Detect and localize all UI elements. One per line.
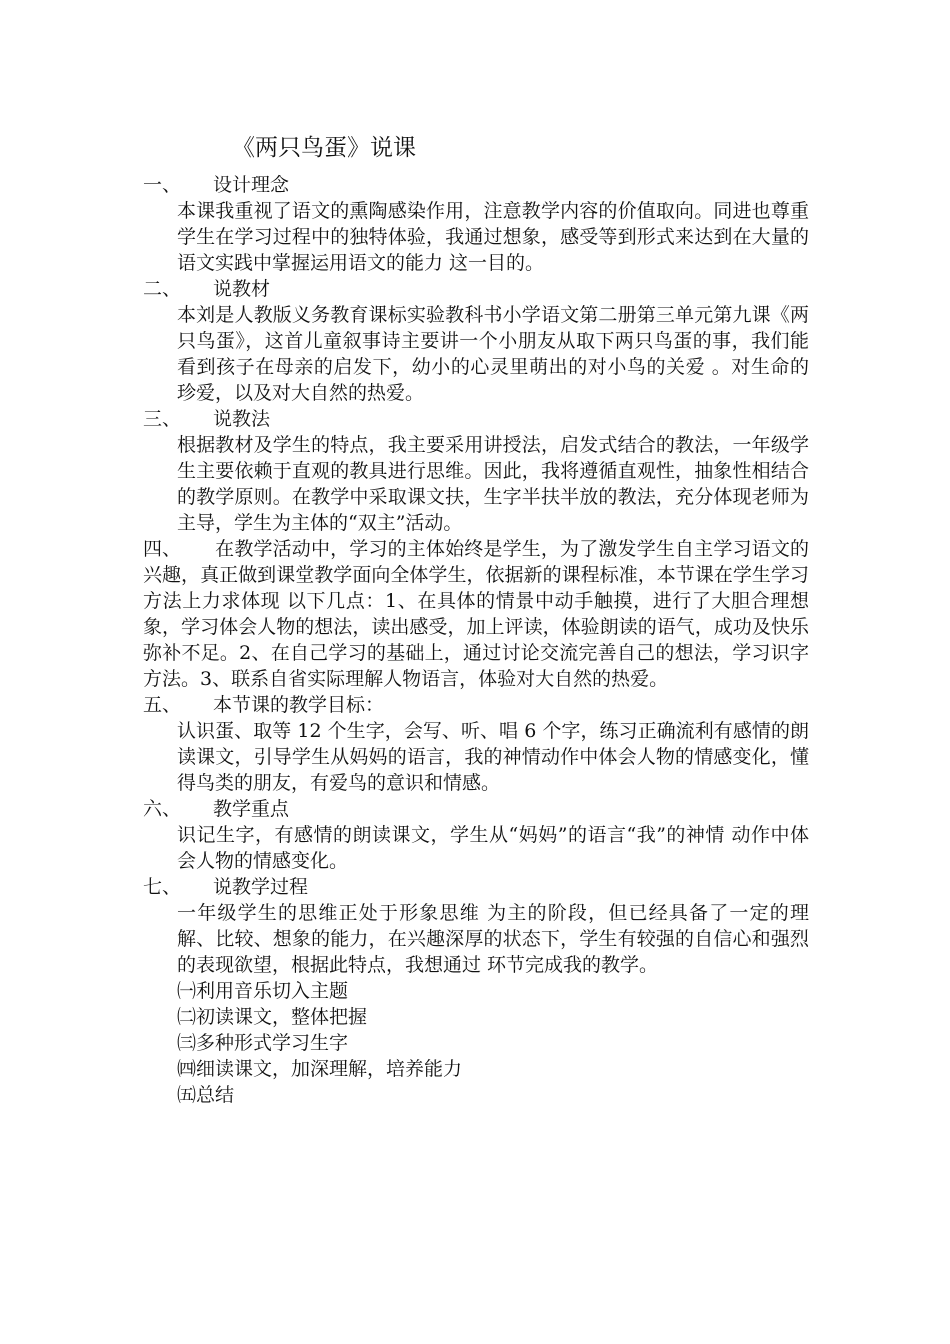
section-teaching-goals (143, 692, 823, 796)
section-key-points (143, 796, 823, 874)
section-learning-method (143, 536, 823, 692)
section-heading (143, 406, 823, 432)
section-number: 七、 (143, 876, 182, 898)
section-heading (143, 172, 823, 198)
section-title: 设计理念 (213, 174, 290, 196)
section-number: 三、 (143, 408, 182, 430)
section-teaching-process (143, 874, 823, 1108)
process-step: ㈢多种形式学习生字 (177, 1032, 349, 1054)
section-number: 六、 (143, 798, 182, 820)
process-step: ㈣细读课文，加深理解，培养能力 (177, 1058, 463, 1080)
section-number: 五、 (143, 694, 182, 716)
document-title: 《两只鸟蛋》说课 (232, 135, 416, 161)
section-title: 教学重点 (213, 798, 290, 820)
section-heading (143, 874, 823, 900)
section-title: 说教法 (213, 408, 271, 430)
section-paragraph: 本刘是人教版义务教育课标实验教科书小学语文第二册第三单元第九课《两只鸟蛋》，这首儿童叙事诗主要讲一个小朋友从取下两只鸟蛋的事，我们能看到孩子在母亲的启发下，幼小的心灵里萌出的对小鸟的关爱 。对生命的珍爱，以及对大自然的热爱。 (177, 304, 809, 404)
section-number: 四、 (143, 538, 182, 560)
section-heading (143, 796, 823, 822)
section-textbook (143, 276, 823, 406)
section-paragraph (143, 536, 809, 692)
section-paragraph: 一年级学生的思维正处于形象思维 为主的阶段，但已经具备了一定的理解、比较、想象的能力，在兴趣深厚的状态下，学生有较强的自信心和强烈的表现欲望，根据此特点，我想通过 环节完成我的教学。 (177, 902, 809, 976)
section-title: 本节课的教学目标： (213, 694, 385, 716)
section-heading (143, 276, 823, 302)
process-step: ㈤总结 (177, 1084, 235, 1106)
section-number: 一、 (143, 174, 182, 196)
section-title: 说教学过程 (213, 876, 309, 898)
section-paragraph: 认识蛋、取等 12 个生字，会写、听、唱 6 个字，练习正确流利有感情的朗读课文，引导学生从妈妈的语言，我的神情动作中体会人物的情感变化，懂得鸟类的朋友，有爱鸟的意识和情感。 (177, 720, 809, 794)
section-paragraph: 本课我重视了语文的熏陶感染作用，注意教学内容的价值取向。同进也尊重学生在学习过程中的独特体验，我通过想象，感受等到形式来达到在大量的语文实践中掌握运用语文的能力 这一目的。 (177, 200, 809, 274)
document-body (143, 172, 823, 1108)
process-step: ㈡初读课文，整体把握 (177, 1006, 368, 1028)
section-teaching-method (143, 406, 823, 536)
section-paragraph: 识记生字，有感情的朗读课文，学生从“妈妈”的语言“我”的神情 动作中体会人物的情感变化。 (177, 824, 809, 872)
section-title: 说教材 (213, 278, 271, 300)
section-inline-text: 在教学活动中，学习的主体始终是学生，为了激发学生自主学习语文的兴趣，真正做到课堂教学面向全体学生，依据新的课程标准，本节课在学生学习方法上力求体现 以下几点：1、在具体的情景中动手触摸，进行了大胆合理想象，学习体会人物的想法，读出感受，加上评读，体验朗读的语气，成功及快乐弥补不足。2、在自己学习的基础上，通过讨论交流完善自己的想法，学习识字方法。3、联系自省实际理解人物语言，体验对大自然的热爱。 (143, 538, 809, 690)
process-step: ㈠利用音乐切入主题 (177, 980, 349, 1002)
section-heading (143, 692, 823, 718)
section-paragraph: 根据教材及学生的特点，我主要采用讲授法，启发式结合的教法，一年级学生主要依赖于直观的教具进行思维。因此，我将遵循直观性，抽象性相结合的教学原则。在教学中采取课文扶，生字半扶半放的教法，充分体现老师为主导，学生为主体的“双主”活动。 (177, 434, 809, 534)
section-number: 二、 (143, 278, 182, 300)
section-design-concept (143, 172, 823, 276)
